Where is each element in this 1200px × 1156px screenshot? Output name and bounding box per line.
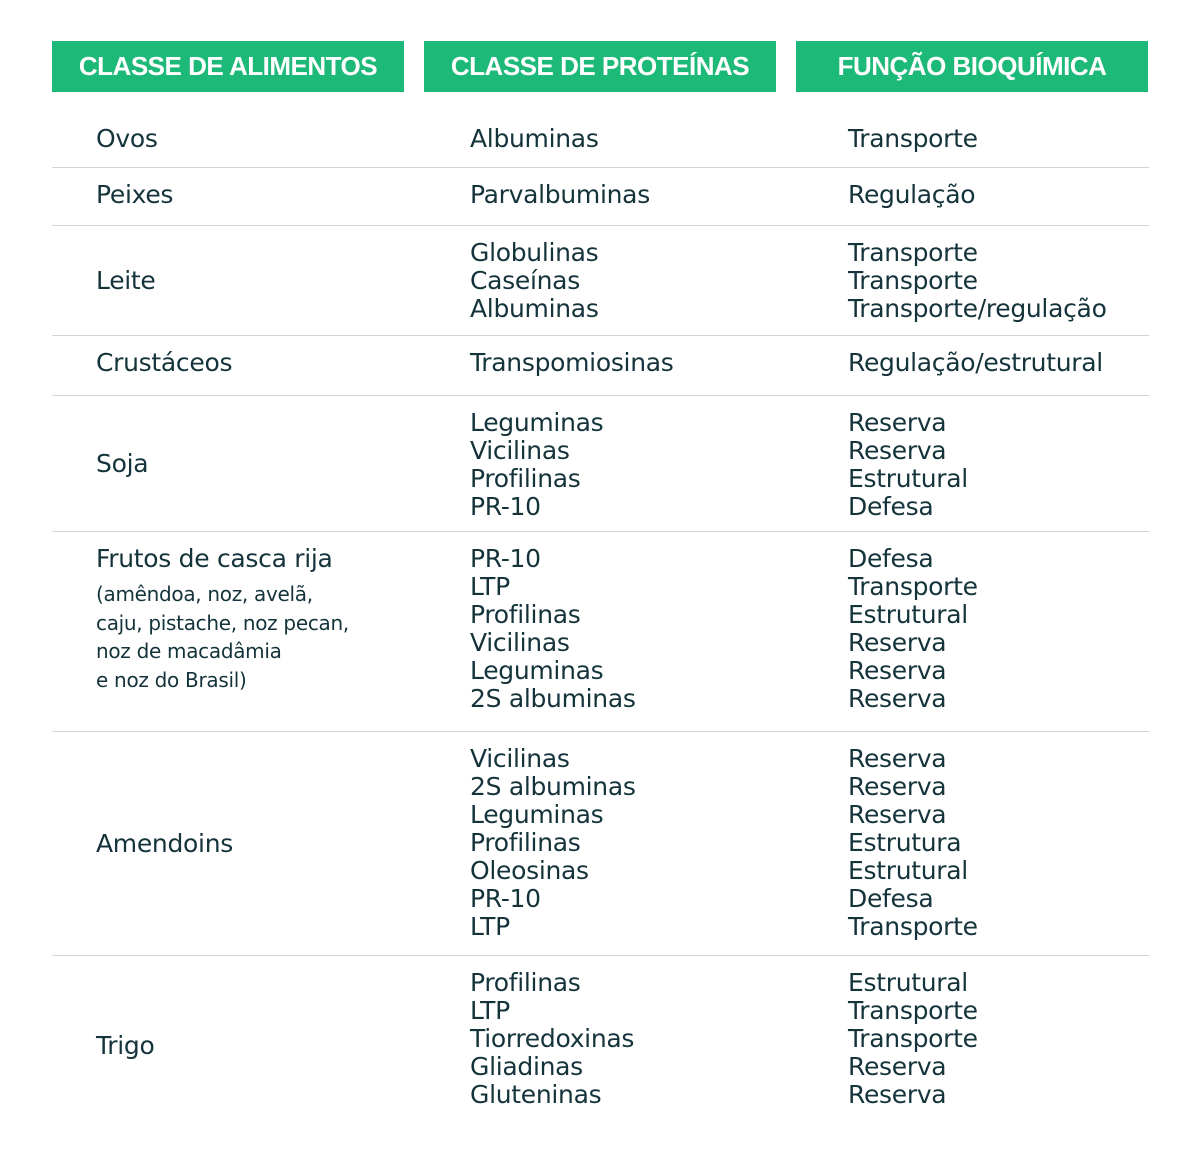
function-name: Reserva (848, 628, 947, 657)
protein-name: Profilinas (470, 828, 581, 857)
table-row (52, 112, 1149, 168)
protein-name: 2S albuminas (470, 772, 636, 801)
function-name: Regulação/estrutural (848, 348, 1103, 377)
allergen-table (52, 112, 1149, 1136)
protein-name: Caseínas (470, 266, 580, 295)
protein-name: Leguminas (470, 656, 604, 685)
food-class-name: Leite (96, 265, 156, 295)
function-name: Defesa (848, 884, 934, 913)
protein-class-cell (470, 956, 800, 1136)
food-class-note: (amêndoa, noz, avelã, (96, 582, 313, 606)
table-row (52, 732, 1149, 956)
biochemical-function-cell (848, 732, 1148, 955)
function-name: Reserva (848, 684, 947, 713)
function-name: Estrutura (848, 828, 962, 857)
protein-name: PR-10 (470, 544, 541, 573)
protein-name: Profilinas (470, 464, 581, 493)
food-class-name: Amendoins (96, 828, 233, 858)
function-name: Reserva (848, 656, 947, 685)
food-class-cell (96, 396, 426, 531)
food-class-name: Trigo (96, 1031, 155, 1060)
table-row (52, 168, 1149, 226)
function-name: Transporte/regulação (848, 294, 1107, 323)
food-class-cell (96, 732, 426, 955)
function-name: Reserva (848, 744, 947, 773)
protein-name: PR-10 (470, 492, 541, 521)
food-class-name: Frutos de casca rija (96, 544, 333, 573)
protein-name: Profilinas (470, 600, 581, 629)
function-name: Defesa (848, 492, 934, 521)
protein-name: Oleosinas (470, 856, 589, 885)
biochemical-function-cell (848, 336, 1148, 395)
protein-class-cell (470, 732, 800, 955)
function-name: Transporte (848, 238, 978, 267)
food-class-name: Peixes (96, 180, 174, 209)
food-class-cell (96, 112, 426, 167)
food-class-note: e noz do Brasil) (96, 667, 247, 692)
table-row (52, 532, 1149, 732)
protein-name: Vicilinas (470, 744, 570, 773)
table-row (52, 226, 1149, 336)
table-row (52, 396, 1149, 532)
function-name: Transporte (848, 572, 978, 601)
function-name: Estrutural (848, 600, 968, 629)
biochemical-function-cell (848, 168, 1148, 225)
function-name: Transporte (848, 912, 978, 941)
food-class-note: caju, pistache, noz pecan, (96, 610, 349, 635)
function-name: Reserva (848, 436, 947, 465)
protein-name: Gluteninas (470, 1080, 602, 1109)
biochemical-function-cell (848, 112, 1148, 167)
function-name: Estrutural (848, 464, 968, 493)
function-name: Transporte (848, 266, 978, 295)
protein-name: Profilinas (470, 968, 581, 997)
protein-name: LTP (470, 912, 510, 941)
protein-name: Albuminas (470, 124, 599, 153)
biochemical-function-cell (848, 226, 1148, 335)
header-protein-class: CLASSE DE PROTEÍNAS (424, 41, 776, 92)
protein-name: Leguminas (470, 800, 604, 829)
protein-name: Transpomiosinas (470, 348, 674, 377)
protein-class-cell (470, 112, 800, 167)
protein-name: Vicilinas (470, 436, 570, 465)
protein-class-cell (470, 226, 800, 335)
table-row (52, 956, 1149, 1136)
protein-name: Gliadinas (470, 1052, 583, 1081)
function-name: Transporte (848, 124, 978, 153)
function-name: Reserva (848, 772, 947, 801)
function-name: Reserva (848, 1052, 947, 1081)
food-class-cell (96, 532, 426, 731)
protein-class-cell (470, 336, 800, 395)
function-name: Reserva (848, 408, 947, 437)
function-name: Regulação (848, 180, 976, 209)
protein-name: 2S albuminas (470, 684, 636, 713)
food-class-cell (96, 168, 426, 225)
protein-name: Albuminas (470, 294, 599, 323)
function-name: Estrutural (848, 968, 968, 997)
table-row (52, 336, 1149, 396)
food-class-note: noz de macadâmia (96, 639, 282, 663)
header-food-class: CLASSE DE ALIMENTOS (52, 41, 404, 92)
function-name: Estrutural (848, 856, 968, 885)
protein-class-cell (470, 396, 800, 531)
protein-name: Globulinas (470, 238, 599, 267)
protein-class-cell (470, 168, 800, 225)
table-header (52, 41, 1149, 92)
protein-name: Tiorredoxinas (470, 1024, 635, 1053)
function-name: Transporte (848, 1024, 978, 1053)
protein-name: LTP (470, 996, 510, 1025)
food-class-cell (96, 336, 426, 395)
biochemical-function-cell (848, 532, 1148, 731)
food-class-cell (96, 956, 426, 1136)
function-name: Transporte (848, 996, 978, 1025)
protein-class-cell (470, 532, 800, 731)
food-class-name: Soja (96, 448, 149, 478)
header-biochemical-function: FUNÇÃO BIOQUÍMICA (796, 41, 1148, 92)
protein-name: Vicilinas (470, 628, 570, 657)
function-name: Reserva (848, 800, 947, 829)
protein-name: PR-10 (470, 884, 541, 913)
biochemical-function-cell (848, 396, 1148, 531)
function-name: Reserva (848, 1080, 947, 1109)
protein-name: LTP (470, 572, 510, 601)
protein-name: Parvalbuminas (470, 180, 650, 209)
food-class-name: Ovos (96, 124, 158, 153)
protein-name: Leguminas (470, 408, 604, 437)
food-class-cell (96, 226, 426, 335)
function-name: Defesa (848, 544, 934, 573)
biochemical-function-cell (848, 956, 1148, 1136)
food-class-name: Crustáceos (96, 348, 233, 377)
